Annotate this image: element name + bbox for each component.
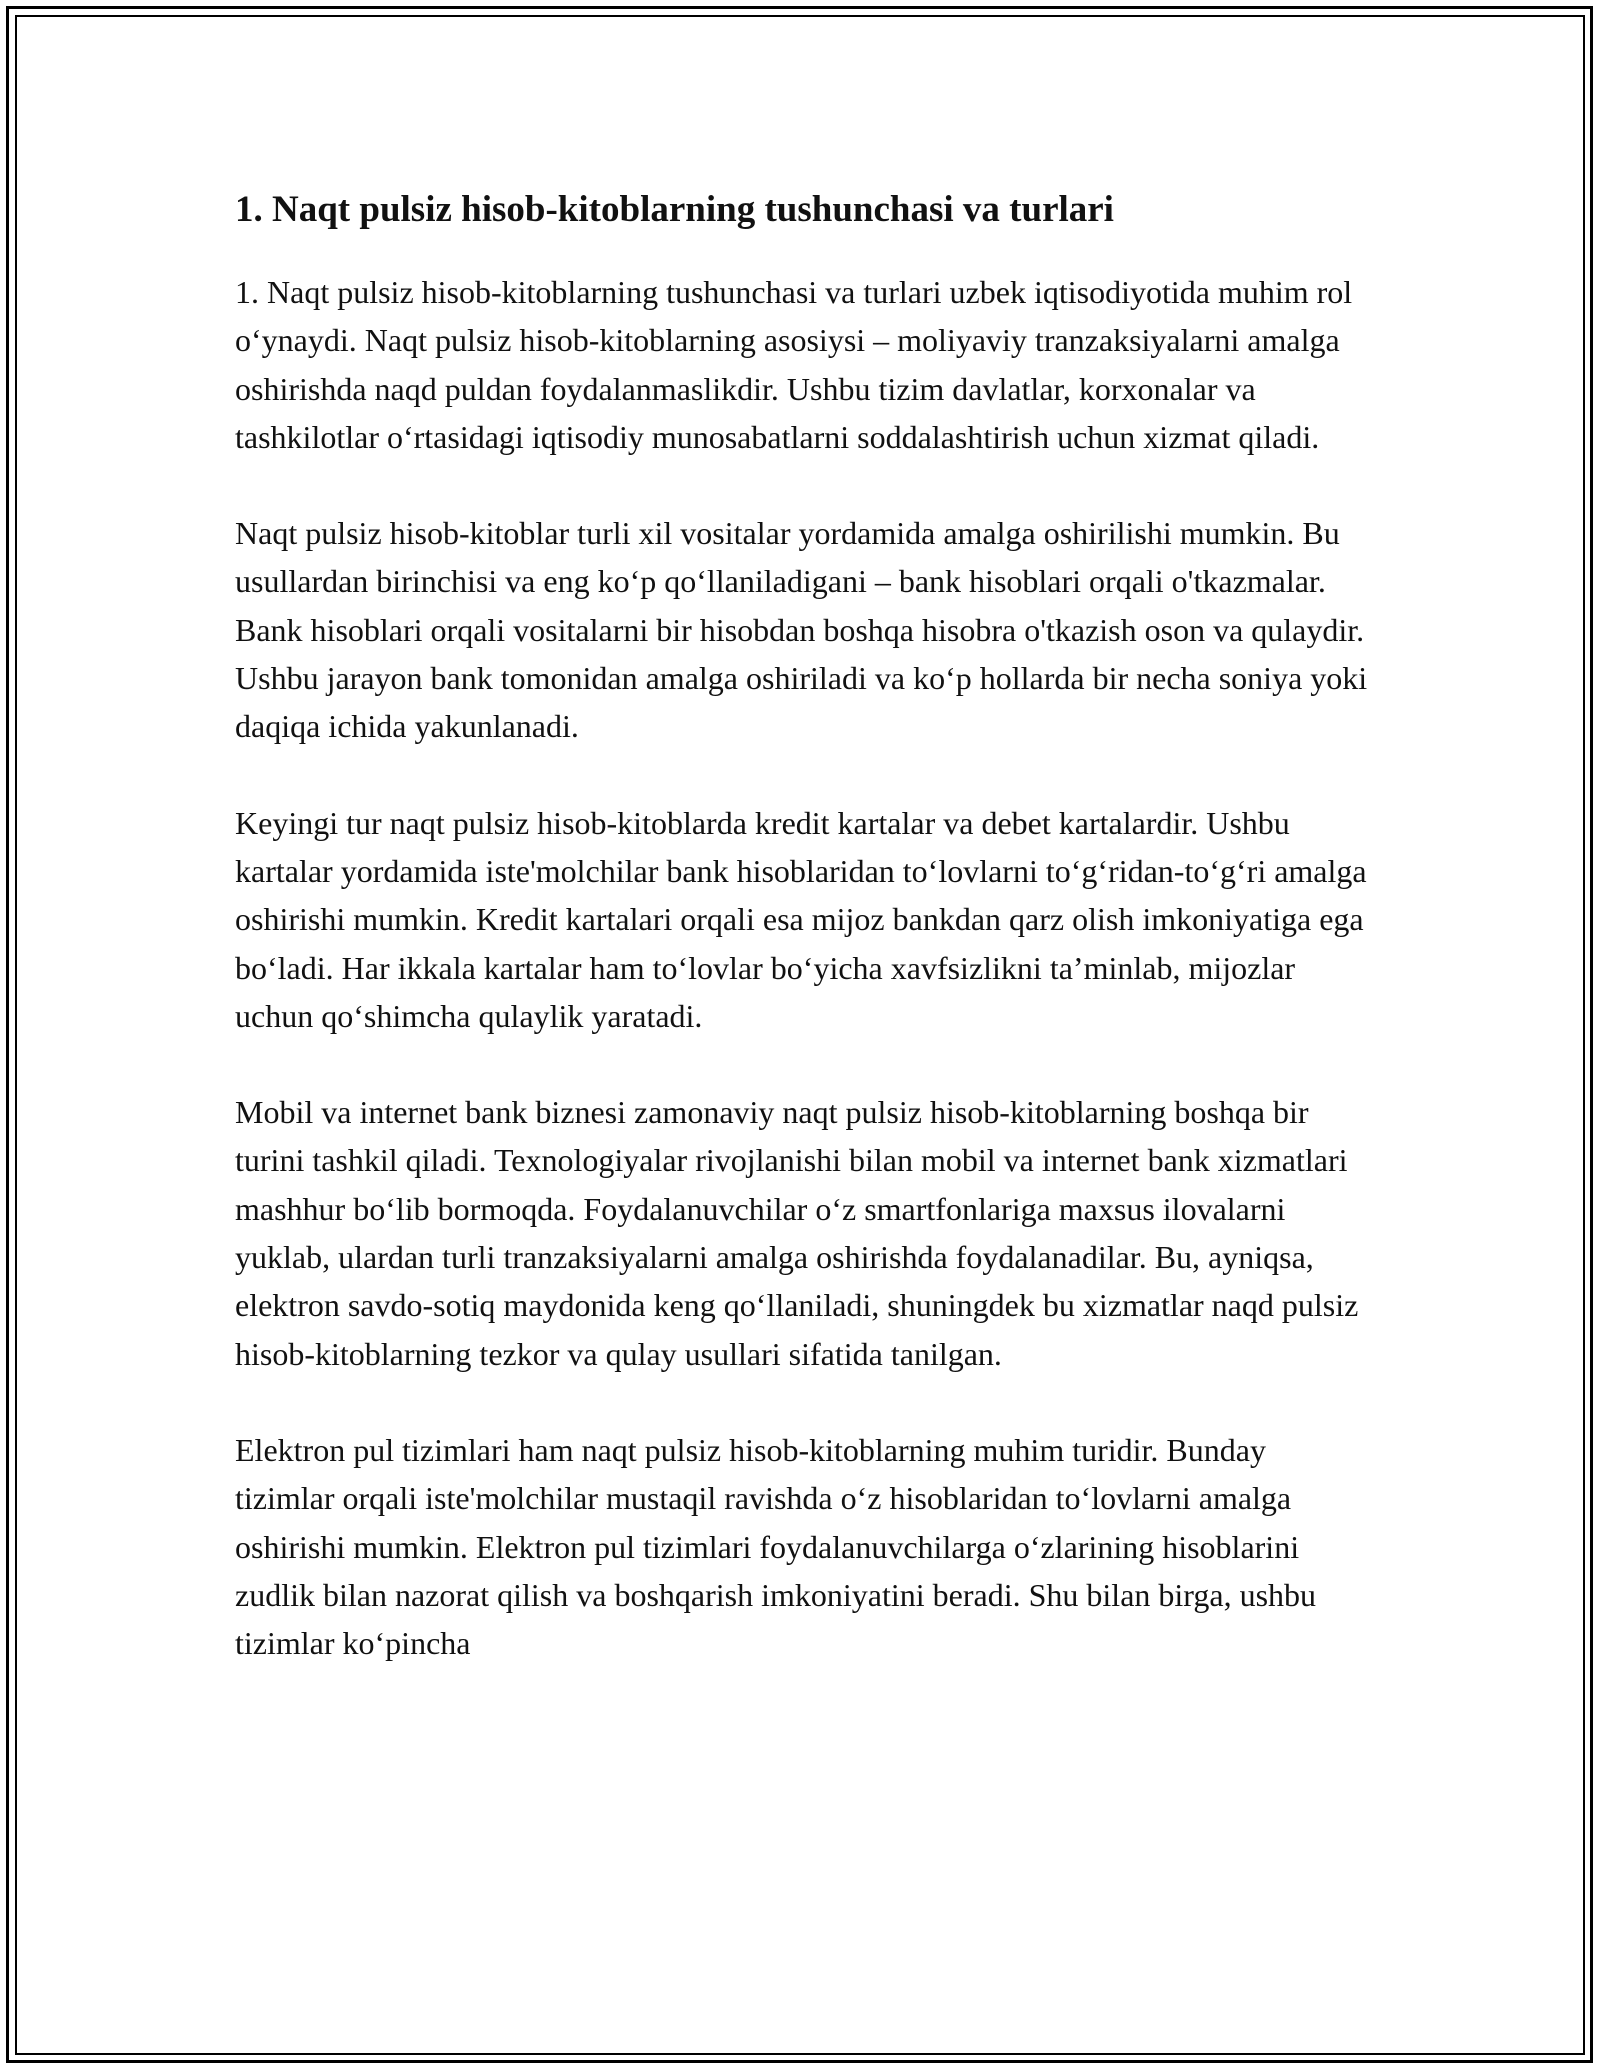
paragraph: Keyingi tur naqt pulsiz hisob-kitoblarda kredit kartalar va debet kartalardir. Ushbu kartalar yordamida iste'molchilar bank hisoblaridan toʻlovlarni toʻgʻridan-toʻgʻri amalga oshirishi mumkin. Kredit kartalari orqali esa mijoz bankdan qarz olish imkoniyatiga ega boʻladi. Har ikkala kartalar ham toʻlovlar boʻyicha xavfsizlikni taʼminlab, mijozlar uchun qoʻshimcha qulaylik yaratadi. xyxy=(235,804,1367,1034)
paragraph: Mobil va internet bank biznesi zamonaviy naqt pulsiz hisob-kitoblarning boshqa bir turini tashkil qiladi. Texnologiyalar rivojlanishi bilan mobil va internet bank xizmatlari mashhur boʻlib bormoqda. Foydalanuvchilar oʻz smartfonlariga maxsus ilovalarni yuklab, ulardan turli tranzaksiyalarni amalga oshirishda foydalanadilar. Bu, ayniqsa, elektron savdo-sotiq maydonida keng qoʻllaniladi, shuningdek bu xizmatlar naqd pulsiz hisob-kitoblarning tezkor va qulay usullari sifatida tanilgan. xyxy=(235,1094,1359,1372)
paragraph: 1. Naqt pulsiz hisob-kitoblarning tushunchasi va turlari uzbek iqtisodiyotida muhim rol oʻynaydi. Naqt pulsiz hisob-kitoblarning asosiysi – moliyaviy tranzaksiyalarni amalga oshirishda naqd puldan foydalanmaslikdir. Ushbu tizim davlatlar, korxonalar va tashkilotlar oʻrtasidagi iqtisodiy munosabatlarni soddalashtirish uchun xizmat qiladi. xyxy=(235,274,1353,455)
document-title: 1. Naqt pulsiz hisob-kitoblarning tushunchasi va turlari xyxy=(235,189,1114,230)
paragraph: Naqt pulsiz hisob-kitoblar turli xil vositalar yordamida amalga oshirilishi mumkin. Bu usullardan birinchisi va eng koʻp qoʻllaniladigani – bank hisoblari orqali o'tkazmalar. Bank hisoblari orqali vositalarni bir hisobdan boshqa hisobra o'tkazish oson va qulaydir. Ushbu jarayon bank tomonidan amalga oshiriladi va koʻp hollarda bir necha soniya yoki daqiqa ichida yakunlanadi. xyxy=(235,515,1368,745)
document-body xyxy=(235,186,1370,1715)
paragraph: Elektron pul tizimlari ham naqt pulsiz hisob-kitoblarning muhim turidir. Bunday tizimlar orqali iste'molchilar mustaqil ravishda oʻz hisoblaridan toʻlovlarni amalga oshirishi mumkin. Elektron pul tizimlari foydalanuvchilarga oʻzlarining hisoblarini zudlik bilan nazorat qilish va boshqarish imkoniyatini beradi. Shu bilan birga, ushbu tizimlar koʻpincha xyxy=(235,1431,1317,1662)
